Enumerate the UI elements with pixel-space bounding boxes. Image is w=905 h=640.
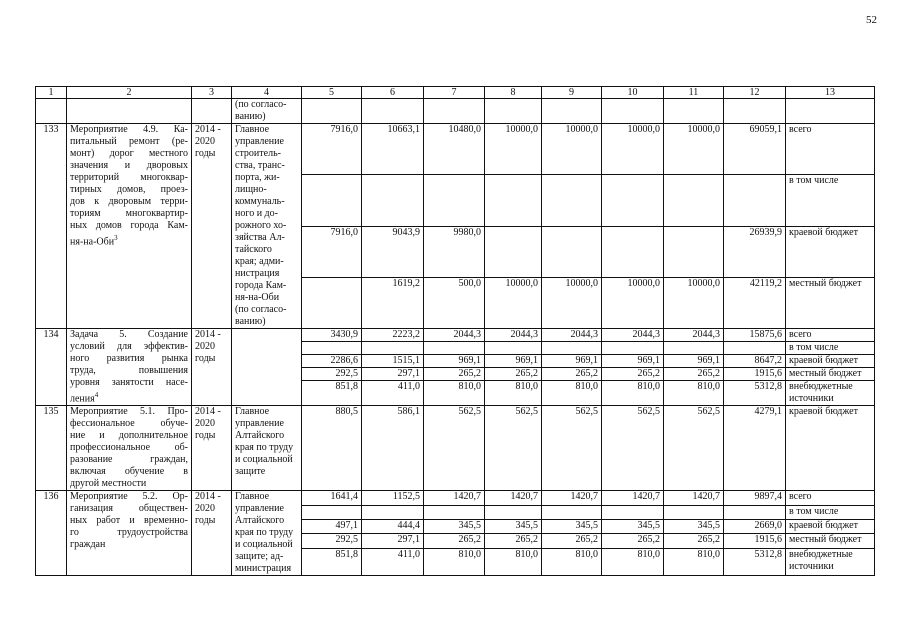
amount-cell: 562,5 (485, 406, 542, 491)
column-number: 4 (232, 87, 302, 99)
amount-cell (664, 175, 724, 226)
amount-cell: 500,0 (424, 277, 485, 328)
cell-line: порта, жи- (235, 172, 280, 183)
name-line: территорий многоквар- (70, 172, 188, 183)
amount-cell: 1420,7 (542, 491, 602, 505)
cell-line: города Кам- (235, 280, 287, 291)
amount-cell: 4279,1 (724, 406, 786, 491)
amount-cell (542, 226, 602, 277)
cell-line: управление (235, 136, 284, 147)
name-line: ние и дополнительное (70, 430, 188, 442)
cell-line: Главное (235, 124, 270, 135)
cell-line: годы (195, 515, 216, 527)
period-cell (192, 124, 232, 329)
funding-source: краевой бюджет (786, 355, 875, 368)
amount-cell: 265,2 (485, 368, 542, 381)
column-number: 3 (192, 87, 232, 99)
name-line: уровня занятости насе- (70, 377, 188, 388)
column-number: 10 (602, 87, 664, 99)
cell-line: и социальной (235, 454, 293, 466)
name-line: тирных домов, проез- (70, 184, 188, 195)
amount-cell: 345,5 (424, 520, 485, 534)
amount-cell: 292,5 (302, 534, 362, 548)
cell-line: 2020 (195, 503, 215, 515)
amount-cell: 810,0 (424, 381, 485, 406)
funding-row (36, 329, 875, 342)
name-line: включая обучение в (70, 466, 188, 478)
activity-name (67, 329, 192, 406)
amount-cell: 265,2 (424, 534, 485, 548)
funding-source: всего (786, 491, 875, 505)
amount-cell: 1420,7 (664, 491, 724, 505)
amount-cell (664, 505, 724, 519)
cell-line: края по труду (235, 442, 294, 454)
column-number: 7 (424, 87, 485, 99)
funding-source: в том числе (786, 505, 875, 519)
amount-cell: 2044,3 (664, 329, 724, 342)
cell-line: и социальной (235, 539, 293, 551)
amount-cell: 26939,9 (724, 226, 786, 277)
amount-cell: 2044,3 (485, 329, 542, 342)
amount-cell: 345,5 (664, 520, 724, 534)
amount-cell: 411,0 (362, 548, 424, 576)
cell-line: нистрация (235, 268, 280, 279)
name-line: Задача 5. Создание (70, 329, 188, 340)
executor-cell (232, 99, 302, 124)
amount-cell: 265,2 (542, 368, 602, 381)
amount-cell: 1420,7 (424, 491, 485, 505)
cell-line: лищно- (235, 184, 267, 195)
amount-cell: 297,1 (362, 534, 424, 548)
amount-cell (542, 505, 602, 519)
funding-source (786, 381, 875, 406)
amount-cell: 1152,5 (362, 491, 424, 505)
amount-cell: 265,2 (485, 534, 542, 548)
amount-cell: 5312,8 (724, 548, 786, 576)
cell-line: Алтайского (235, 430, 285, 442)
amount-cell: 851,8 (302, 381, 362, 406)
name-line: го трудоустройства (70, 527, 188, 539)
executor-cell (232, 406, 302, 491)
amount-cell: 1915,6 (724, 368, 786, 381)
cell-line: 2020 (195, 136, 215, 147)
cell-line: края; адми- (235, 256, 284, 267)
funding-source: местный бюджет (786, 534, 875, 548)
amount-cell: 265,2 (602, 534, 664, 548)
funding-row (36, 491, 875, 505)
row-number: 135 (36, 406, 67, 491)
amount-cell (424, 175, 485, 226)
amount-cell: 810,0 (602, 548, 664, 576)
name-line: питальный ремонт (ре- (70, 136, 188, 147)
amount-cell (602, 505, 664, 519)
amount-cell (602, 226, 664, 277)
amount-cell: 7916,0 (302, 124, 362, 175)
amount-cell: 10000,0 (542, 277, 602, 328)
cell-line: ного и до- (235, 208, 278, 219)
amount-cell: 15875,6 (724, 329, 786, 342)
empty-cell (664, 99, 724, 124)
funding-source: краевой бюджет (786, 406, 875, 491)
funding-source: местный бюджет (786, 277, 875, 328)
name-line: значения и дворовых (70, 160, 188, 171)
column-number-row (36, 87, 875, 99)
name-line: профессиональное об- (70, 442, 188, 454)
amount-cell: 10000,0 (485, 277, 542, 328)
empty-cell (362, 99, 424, 124)
cell-line: годы (195, 148, 216, 159)
executor-cell (232, 491, 302, 576)
funding-row (36, 406, 875, 491)
amount-cell: 9897,4 (724, 491, 786, 505)
funding-source: в том числе (786, 175, 875, 226)
column-number: 1 (36, 87, 67, 99)
amount-cell: 810,0 (542, 381, 602, 406)
amount-cell (542, 342, 602, 355)
amount-cell: 586,1 (362, 406, 424, 491)
row-number: 136 (36, 491, 67, 576)
cell-line: ня-на-Оби (235, 292, 280, 303)
name-line: монт) дорог местного (70, 148, 188, 159)
name-line: ного развития рынка (70, 353, 188, 364)
activity-name (67, 491, 192, 576)
amount-cell: 810,0 (602, 381, 664, 406)
empty-cell (67, 99, 192, 124)
amount-cell: 265,2 (602, 368, 664, 381)
funding-source: краевой бюджет (786, 226, 875, 277)
amount-cell: 265,2 (664, 534, 724, 548)
activity-name (67, 124, 192, 329)
amount-cell: 345,5 (542, 520, 602, 534)
amount-cell (602, 175, 664, 226)
amount-cell: 10000,0 (664, 277, 724, 328)
amount-cell: 810,0 (485, 381, 542, 406)
empty-cell (424, 99, 485, 124)
empty-cell (485, 99, 542, 124)
empty-cell (192, 99, 232, 124)
empty-cell (302, 99, 362, 124)
column-number: 11 (664, 87, 724, 99)
amount-cell: 10480,0 (424, 124, 485, 175)
cell-line: годы (195, 430, 216, 442)
amount-cell: 411,0 (362, 381, 424, 406)
period-cell (192, 329, 232, 406)
cell-line: ванию) (235, 316, 266, 327)
cell-line: 2014 - (195, 406, 221, 418)
amount-cell (724, 505, 786, 519)
cell-line: (по согласо- (235, 304, 287, 315)
column-number: 9 (542, 87, 602, 99)
amount-cell: 10000,0 (664, 124, 724, 175)
amount-cell: 969,1 (664, 355, 724, 368)
funding-source: в том числе (786, 342, 875, 355)
amount-cell: 880,5 (302, 406, 362, 491)
amount-cell: 969,1 (424, 355, 485, 368)
source-line: источники (789, 393, 834, 405)
amount-cell: 5312,8 (724, 381, 786, 406)
name-line: ториям многоквартир- (70, 208, 188, 219)
cell-line: 2020 (195, 418, 215, 430)
source-line: внебюджетные (789, 381, 853, 393)
amount-cell: 9980,0 (424, 226, 485, 277)
source-line: внебюджетные (789, 548, 853, 560)
amount-cell (664, 342, 724, 355)
name-line: Мероприятие 5.1. Про- (70, 406, 188, 418)
amount-cell: 810,0 (485, 548, 542, 576)
amount-cell: 10000,0 (485, 124, 542, 175)
amount-cell (485, 175, 542, 226)
amount-cell (602, 342, 664, 355)
cell-line: Главное (235, 406, 270, 418)
empty-cell (724, 99, 786, 124)
amount-cell: 265,2 (664, 368, 724, 381)
name-line: граждан (70, 539, 106, 551)
amount-cell: 2286,6 (302, 355, 362, 368)
amount-cell: 10000,0 (602, 277, 664, 328)
name-line: другой местности (70, 478, 147, 490)
amount-cell (724, 342, 786, 355)
cell-line: коммуналь- (235, 196, 285, 207)
amount-cell: 10000,0 (542, 124, 602, 175)
amount-cell (302, 342, 362, 355)
amount-cell: 292,5 (302, 368, 362, 381)
amount-cell: 851,8 (302, 548, 362, 576)
amount-cell: 562,5 (542, 406, 602, 491)
amount-cell: 265,2 (424, 368, 485, 381)
amount-cell (485, 226, 542, 277)
amount-cell: 1420,7 (485, 491, 542, 505)
amount-cell: 2044,3 (602, 329, 664, 342)
amount-cell (424, 342, 485, 355)
executor-cell (232, 329, 302, 406)
amount-cell (362, 505, 424, 519)
amount-cell: 345,5 (602, 520, 664, 534)
funding-source: всего (786, 124, 875, 175)
cell-line: защите; ад- (235, 551, 284, 563)
footnote-mark: 3 (114, 234, 118, 242)
cell-line: рожного хо- (235, 220, 287, 231)
amount-cell (362, 342, 424, 355)
page-number: 52 (866, 14, 877, 26)
amount-cell: 10000,0 (602, 124, 664, 175)
budget-table (35, 86, 875, 576)
amount-cell: 297,1 (362, 368, 424, 381)
amount-cell (485, 342, 542, 355)
name-line: ных работ и временно- (70, 515, 188, 527)
amount-cell: 8647,2 (724, 355, 786, 368)
amount-cell: 2223,2 (362, 329, 424, 342)
amount-cell: 1619,2 (362, 277, 424, 328)
amount-cell (664, 226, 724, 277)
amount-cell: 9043,9 (362, 226, 424, 277)
empty-cell (36, 99, 67, 124)
cell-line: 2020 (195, 341, 215, 352)
amount-cell (302, 277, 362, 328)
cell-line: Главное (235, 491, 270, 503)
amount-cell: 969,1 (542, 355, 602, 368)
name-line: условий для эффектив- (70, 341, 188, 352)
cell-line: 2014 - (195, 124, 221, 135)
cell-line: управление (235, 418, 284, 430)
footnote-mark: 4 (94, 391, 99, 399)
name-line: разование граждан, (70, 454, 188, 466)
amount-cell: 2669,0 (724, 520, 786, 534)
name-line: ня-на-Оби$^3$ (70, 234, 118, 248)
amount-cell: 42119,2 (724, 277, 786, 328)
amount-cell: 444,4 (362, 520, 424, 534)
name-line: ных домов города Кам- (70, 220, 188, 231)
row-number: 134 (36, 329, 67, 406)
funding-row (36, 124, 875, 175)
name-line: труда, повышения (70, 365, 188, 376)
period-cell (192, 406, 232, 491)
amount-cell (724, 175, 786, 226)
empty-cell (786, 99, 875, 124)
amount-cell: 1915,6 (724, 534, 786, 548)
amount-cell: 562,5 (424, 406, 485, 491)
period-cell (192, 491, 232, 576)
column-number: 5 (302, 87, 362, 99)
funding-source (786, 548, 875, 576)
amount-cell (542, 175, 602, 226)
amount-cell: 1420,7 (602, 491, 664, 505)
column-number: 6 (362, 87, 424, 99)
amount-cell: 969,1 (602, 355, 664, 368)
column-number: 12 (724, 87, 786, 99)
amount-cell (302, 175, 362, 226)
cell-line: годы (195, 353, 216, 364)
cell-line: 2014 - (195, 491, 221, 503)
amount-cell: 810,0 (424, 548, 485, 576)
amount-cell (362, 175, 424, 226)
cell-line: ванию) (235, 111, 266, 122)
amount-cell (302, 505, 362, 519)
cell-line: ства, транс- (235, 160, 285, 171)
funding-source: местный бюджет (786, 368, 875, 381)
amount-cell: 10663,1 (362, 124, 424, 175)
amount-cell: 497,1 (302, 520, 362, 534)
cell-line: Алтайского (235, 515, 285, 527)
cell-line: (по согласо- (235, 99, 287, 110)
funding-source: всего (786, 329, 875, 342)
cell-line: тайского (235, 244, 272, 255)
column-number: 2 (67, 87, 192, 99)
amount-cell: 3430,9 (302, 329, 362, 342)
continuation-row (36, 99, 875, 124)
empty-cell (602, 99, 664, 124)
cell-line: министрация (235, 563, 292, 575)
amount-cell: 1515,1 (362, 355, 424, 368)
name-line: ганизация обществен- (70, 503, 188, 515)
amount-cell: 969,1 (485, 355, 542, 368)
cell-line: зяйства Ал- (235, 232, 285, 243)
amount-cell: 2044,3 (542, 329, 602, 342)
amount-cell: 69059,1 (724, 124, 786, 175)
row-number: 133 (36, 124, 67, 329)
amount-cell: 265,2 (542, 534, 602, 548)
cell-line: управление (235, 503, 284, 515)
amount-cell: 1641,4 (302, 491, 362, 505)
amount-cell (485, 505, 542, 519)
source-line: источники (789, 560, 834, 572)
cell-line: края по труду (235, 527, 294, 539)
amount-cell: 562,5 (664, 406, 724, 491)
amount-cell: 7916,0 (302, 226, 362, 277)
cell-line: 2014 - (195, 329, 221, 340)
amount-cell: 810,0 (664, 548, 724, 576)
executor-cell (232, 124, 302, 329)
column-number: 13 (786, 87, 875, 99)
empty-cell (542, 99, 602, 124)
name-line: фессиональное обуче- (70, 418, 188, 430)
amount-cell: 345,5 (485, 520, 542, 534)
activity-name (67, 406, 192, 491)
amount-cell: 810,0 (542, 548, 602, 576)
name-line: дов к дворовым терри- (70, 196, 188, 207)
name-line: Мероприятие 4.9. Ка- (70, 124, 188, 135)
column-number: 8 (485, 87, 542, 99)
amount-cell: 562,5 (602, 406, 664, 491)
name-line: Мероприятие 5.2. Ор- (70, 491, 188, 503)
funding-source: краевой бюджет (786, 520, 875, 534)
amount-cell: 810,0 (664, 381, 724, 406)
cell-line: защите (235, 466, 266, 478)
amount-cell (424, 505, 485, 519)
amount-cell: 2044,3 (424, 329, 485, 342)
name-line: ления$^4$ (70, 391, 99, 405)
cell-line: строитель- (235, 148, 281, 159)
